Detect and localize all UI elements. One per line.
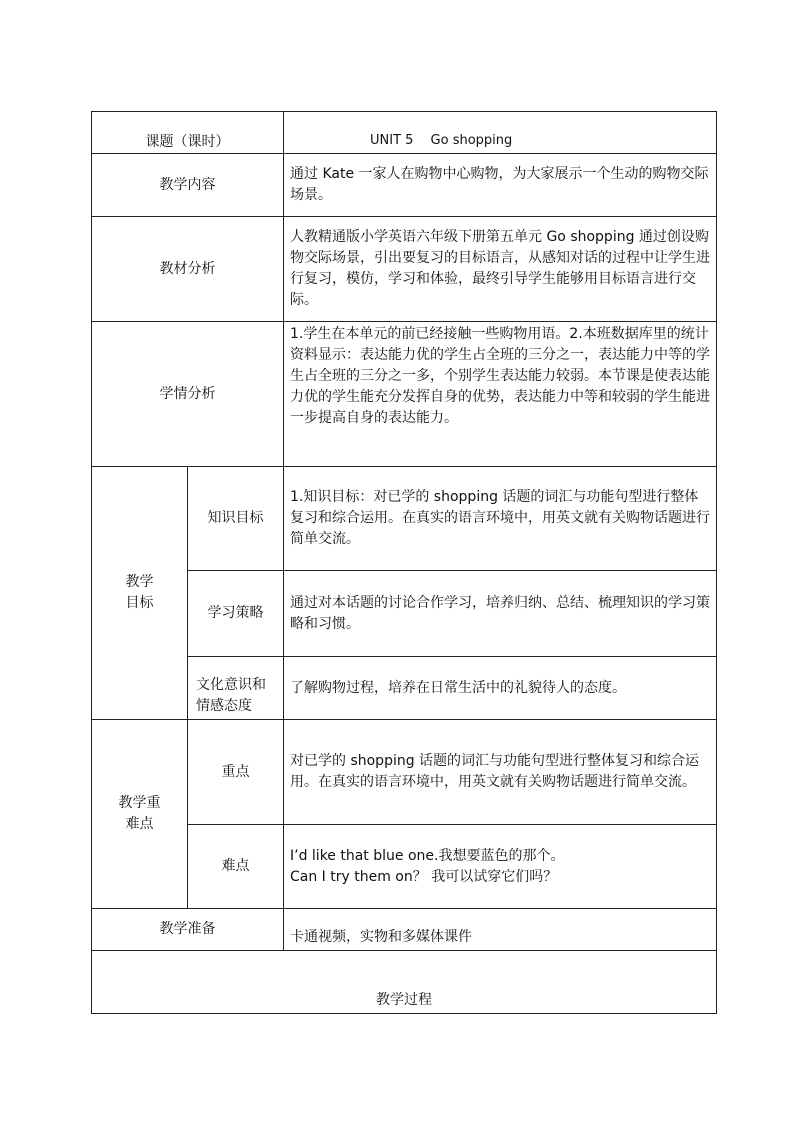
header-row	[92, 112, 717, 154]
preparation-row	[92, 909, 717, 951]
difficulty-line1: I’d like that blue one.我想要蓝色的那个。	[290, 847, 565, 864]
keypoints-label	[92, 720, 188, 909]
students-label: 学情分析	[92, 322, 284, 467]
preparation-text: 卡通视频，实物和多媒体课件	[284, 909, 717, 951]
difficulty-label: 难点	[188, 825, 284, 909]
goal-culture-label	[188, 657, 284, 720]
students-row	[92, 322, 717, 467]
focus-label: 重点	[188, 720, 284, 825]
process-label: 教学过程	[92, 951, 717, 1014]
difficulty-line2: Can I try them on？ 我可以试穿它们吗？	[290, 868, 558, 885]
goal-strategy-text: 通过对本话题的讨论合作学习，培养归纳、总结、梳理知识的学习策略和习惯。	[284, 571, 717, 657]
lesson-plan-table	[91, 111, 717, 1014]
focus-row	[92, 720, 717, 825]
goal-culture-label-line2: 情感态度	[196, 698, 252, 714]
preparation-label: 教学准备	[92, 909, 284, 951]
analysis-text: 人教精通版小学英语六年级下册第五单元 Go shopping 通过创设购物交际场景，引出要复习的目标语言，从感知对话的过程中让学生进行复习，模仿，学习和体验，最终引导学生能够用目标语言进行交际。	[284, 217, 717, 322]
content-label: 教学内容	[92, 154, 284, 217]
topic-value-cell	[284, 112, 717, 154]
topic-value: UNIT 5 Go shopping	[370, 133, 513, 148]
difficulty-text	[284, 825, 717, 909]
analysis-row	[92, 217, 717, 322]
content-text: 通过 Kate 一家人在购物中心购物，为大家展示一个生动的购物交际场景。	[284, 154, 717, 217]
goal-culture-text: 了解购物过程，培养在日常生活中的礼貌待人的态度。	[284, 657, 717, 720]
goals-label-line1: 教学	[125, 574, 154, 590]
goal-culture-label-line1: 文化意识和	[196, 677, 266, 693]
analysis-label: 教材分析	[92, 217, 284, 322]
keypoints-label-line1: 教学重	[118, 795, 161, 811]
keypoints-label-line2: 难点	[125, 816, 154, 832]
goals-label-line2: 目标	[125, 595, 154, 611]
goal-knowledge-label: 知识目标	[188, 467, 284, 571]
students-text: 1.学生在本单元的前已经接触一些购物用语。2.本班数据库里的统计资料显示：表达能力优的学生占全班的三分之一，表达能力中等的学生占全班的三分之一多，个别学生表达能力较弱。本节课是使表达能力优的学生能充分发挥自身的优势，表达能力中等和较弱的学生能进一步提高自身的表达能力。	[284, 322, 717, 467]
focus-text: 对已学的 shopping 话题的词汇与功能句型进行整体复习和综合运用。在真实的语言环境中，用英文就有关购物话题进行简单交流。	[284, 720, 717, 825]
content-row	[92, 154, 717, 217]
topic-label: 课题（课时）	[92, 112, 284, 154]
process-row	[92, 951, 717, 1014]
goals-label	[92, 467, 188, 720]
goal-knowledge-row	[92, 467, 717, 571]
goal-strategy-label: 学习策略	[188, 571, 284, 657]
goal-knowledge-text: 1.知识目标：对已学的 shopping 话题的词汇与功能句型进行整体复习和综合运用。在真实的语言环境中，用英文就有关购物话题进行简单交流。	[284, 467, 717, 571]
